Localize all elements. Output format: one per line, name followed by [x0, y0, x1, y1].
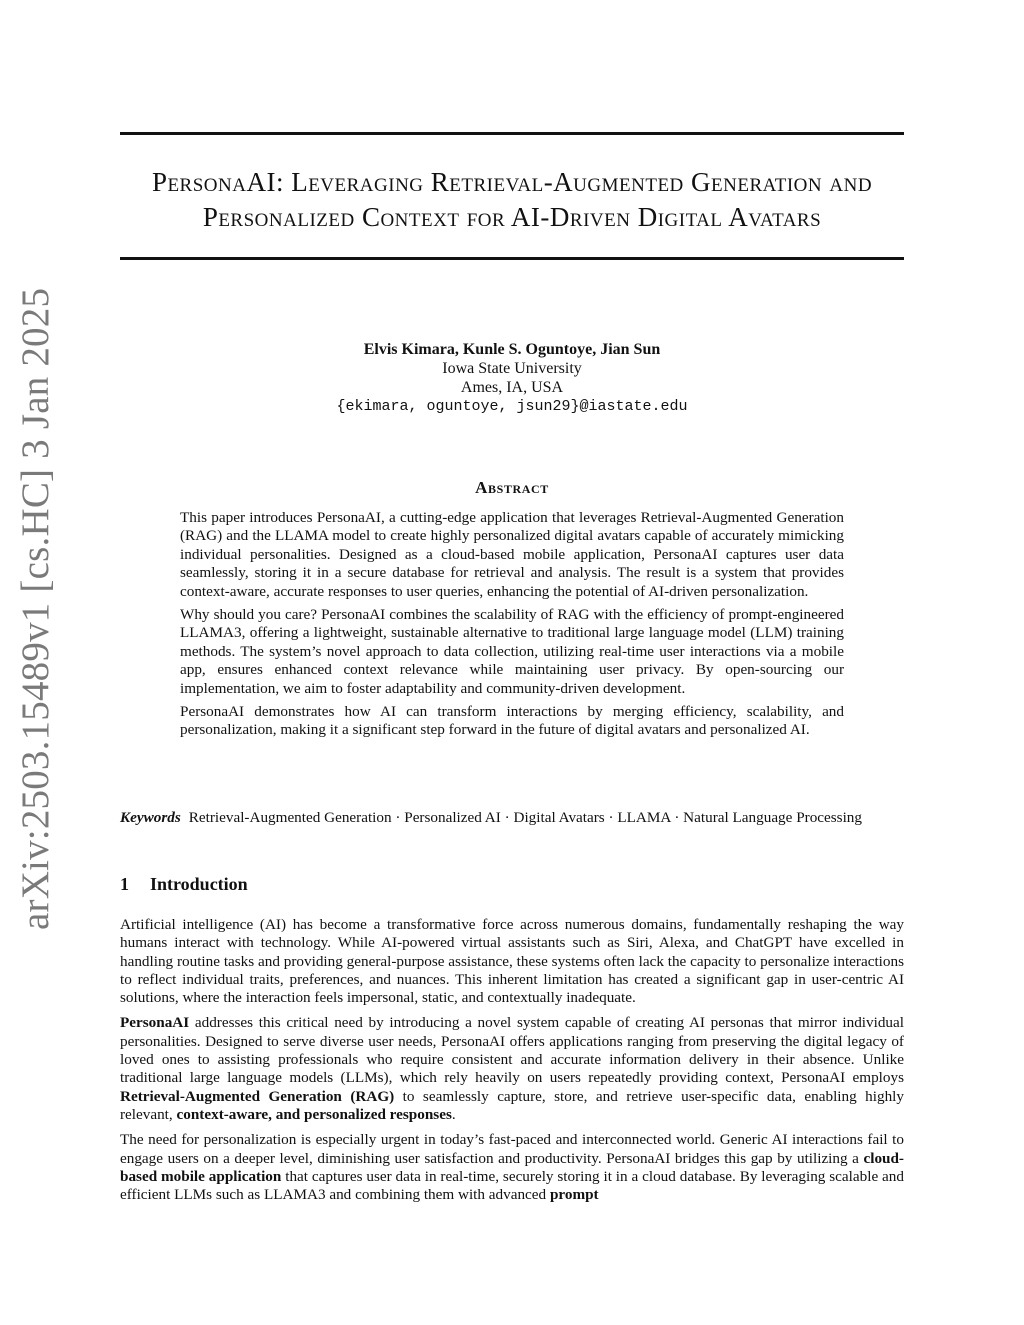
affiliation: Iowa State University [442, 360, 582, 377]
author-block [120, 340, 904, 416]
section-number: 1 [120, 874, 129, 894]
text-run: The need for personalization is especially urgent in today’s fast-paced and interconnected world. Generic AI interactions fail to engage users on a deeper level, diminishing user satisfaction and productivity. PersonaAI bridges this gap by utilizing a [120, 1131, 904, 1167]
text-run: . [451, 1105, 456, 1123]
keywords-label: Keywords [120, 809, 181, 826]
section-heading [120, 874, 904, 895]
abstract-heading: Abstract [475, 478, 549, 497]
keywords-list: Retrieval-Augmented Generation · Personalized AI · Digital Avatars · LLAMA · Natural Language Processing [188, 809, 862, 826]
arxiv-identifier: arXiv:2503.15489v1 [cs.HC] 3 Jan 2025 [14, 287, 57, 930]
bold-term: PersonaAI [120, 1014, 190, 1032]
text-run: that captures user data in real-time, securely storing it in a cloud database. By leveraging scalable and efficient LLMs such as LLAMA3 and combining them with advanced [120, 1167, 904, 1204]
authors: Elvis Kimara, Kunle S. Oguntoye, Jian Sun [363, 341, 661, 358]
bold-term: prompt [549, 1186, 599, 1204]
location: Ames, IA, USA [460, 379, 564, 396]
abstract-paragraph: Why should you care? PersonaAI combines the scalability of RAG with the efficiency of prompt-engineered LLAMA3, offering a lightweight, sustainable alternative to traditional large language model (LLM) training methods. The system’s novel approach to data collection, utilizing real-time user interactions via a mobile app, ensures enhanced context relevance while maintaining user privacy. By open-sourcing our implementation, we aim to foster adaptability and community-driven development. [180, 606, 844, 697]
body-paragraph: Artificial intelligence (AI) has become a transformative force across numerous domains, fundamentally reshaping the way humans interact with technology. While AI-powered virtual assistants such as Siri, Alexa, and ChatGPT have excelled in handling routine tasks and providing general-purpose assistance, these systems often lack the capacity to personalize interactions to reflect individual traits, preferences, and nuances. This inherent limitation has created a significant gap in user-centric AI solutions, where the interaction feels impersonal, static, and contextually inadequate. [120, 916, 904, 1007]
abstract-paragraph: PersonaAI demonstrates how AI can transform interactions by merging efficiency, scalability, and personalization, making it a significant step forward in the future of digital avatars and personalized AI. [180, 703, 844, 739]
bold-term: cloud-based mobile application [120, 1149, 904, 1185]
abstract [180, 509, 844, 745]
title-block [120, 132, 904, 260]
paper-title: PersonaAI: Leveraging Retrieval-Augmented Generation and Personalized Context for AI-Driven Digital Avatars [151, 167, 873, 232]
author-emails: {ekimara, oguntoye, jsun29}@iastate.edu [336, 398, 688, 415]
bold-term: Retrieval-Augmented Generation (RAG) [120, 1087, 395, 1105]
introduction-body [120, 916, 904, 1211]
section-title: Introduction [150, 874, 248, 894]
text-run: to seamlessly capture, store, and retrieve user-specific data, enabling highly relevant, [120, 1087, 904, 1123]
keywords [120, 809, 904, 828]
bold-term: context-aware, and personalized responses [176, 1105, 452, 1123]
abstract-paragraph: This paper introduces PersonaAI, a cutting-edge application that leverages Retrieval-Augmented Generation (RAG) and the LLAMA model to create highly personalized digital avatars capable of accurately mimicking individual personalities. Designed as a cloud-based mobile application, PersonaAI captures user data seamlessly, storing it in a secure database for retrieval and analysis. The result is a system that provides context-aware, accurate responses to user queries, enhancing the potential of AI-driven personalization. [180, 509, 844, 600]
body-paragraph [120, 1131, 904, 1204]
body-paragraph [120, 1014, 904, 1124]
text-run: addresses this critical need by introducing a novel system capable of creating AI personas that mirror individual personalities. Designed to serve diverse user needs, PersonaAI offers applications ranging from preserving the digital legacy of loved ones to assisting professionals who require consistent and accurate information delivery in their absence. Unlike traditional large language models (LLMs), which rely heavily on users repeatedly providing context, PersonaAI employs [120, 1014, 904, 1087]
